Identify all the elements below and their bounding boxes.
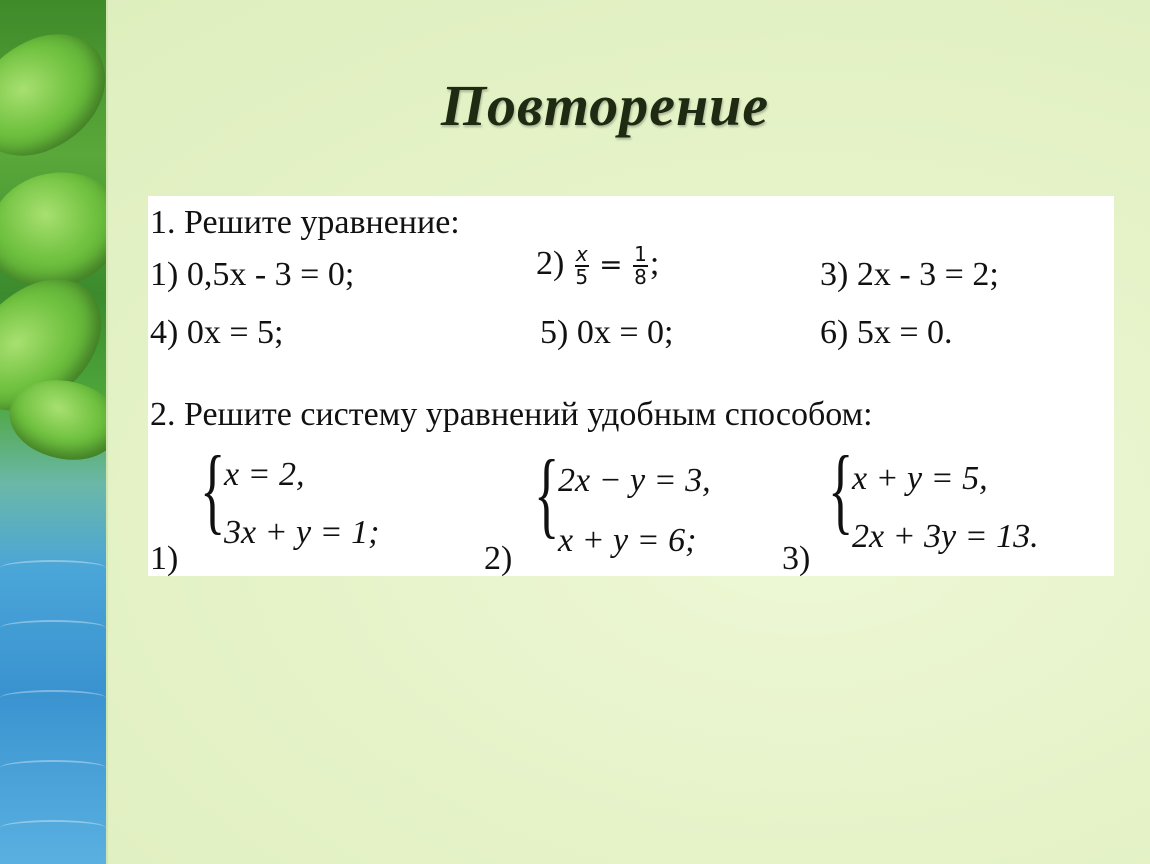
water-ripple bbox=[0, 690, 106, 706]
fraction-1-over-8 bbox=[633, 244, 648, 288]
system-2-line-2: x + y = 6; bbox=[558, 522, 697, 559]
slide-title: Повторение bbox=[440, 73, 770, 138]
equals-sign: = bbox=[599, 247, 623, 281]
equation-2 bbox=[536, 244, 659, 288]
water-ripple bbox=[0, 760, 106, 776]
system-brace: { bbox=[828, 436, 854, 543]
fraction-numerator: 1 bbox=[634, 242, 647, 266]
water-ripple bbox=[0, 820, 106, 836]
fraction-numerator: x bbox=[575, 242, 588, 266]
equation-2-label: 2) bbox=[536, 244, 565, 282]
system-1-label: 1) bbox=[150, 540, 179, 577]
system-3-label: 3) bbox=[782, 540, 811, 577]
system-brace: { bbox=[534, 440, 560, 547]
equation-6: 6) 5x = 0. bbox=[820, 314, 953, 351]
water-ripple bbox=[0, 560, 106, 576]
water-ripple bbox=[0, 620, 106, 636]
equation-4: 4) 0x = 5; bbox=[150, 314, 284, 351]
fraction-x-over-5 bbox=[575, 244, 589, 288]
fraction-denominator: 5 bbox=[575, 265, 589, 289]
system-3 bbox=[828, 436, 1108, 562]
system-2-line-1: 2x − y = 3, bbox=[558, 462, 711, 499]
system-2-label: 2) bbox=[484, 540, 513, 577]
equation-3: 3) 2x - 3 = 2; bbox=[820, 256, 999, 293]
system-1-line-2: 3x + y = 1; bbox=[224, 514, 380, 551]
task2-heading: 2. Решите систему уравнений удобным способом: bbox=[150, 396, 873, 433]
system-3-line-2: 2x + 3y = 13. bbox=[852, 518, 1039, 555]
system-2 bbox=[534, 440, 774, 566]
system-1-line-1: x = 2, bbox=[224, 456, 305, 493]
equation-5: 5) 0x = 0; bbox=[540, 314, 674, 351]
exercise-panel bbox=[148, 196, 1114, 576]
equation-2-semicolon: ; bbox=[649, 244, 660, 282]
system-brace: { bbox=[200, 436, 226, 543]
system-1 bbox=[200, 436, 440, 562]
fraction-denominator: 8 bbox=[634, 265, 647, 289]
system-3-line-1: x + y = 5, bbox=[852, 460, 988, 497]
task1-heading: 1. Решите уравнение: bbox=[150, 204, 460, 241]
equation-1: 1) 0,5x - 3 = 0; bbox=[150, 256, 355, 293]
